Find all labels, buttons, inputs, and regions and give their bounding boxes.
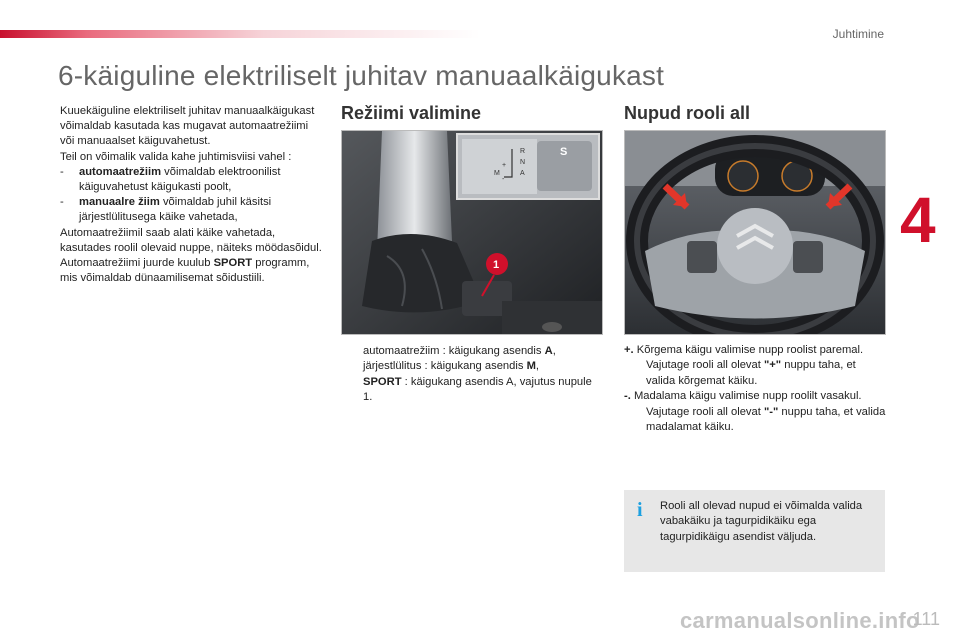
text-run: : käigukang asendis A, vajutus nupule 1. bbox=[363, 375, 592, 404]
bullet-icon bbox=[341, 375, 363, 406]
text-run: Vajutage rooli all olevat bbox=[646, 405, 764, 418]
intro-text bbox=[60, 104, 322, 286]
watermark: carmanualsonline.info bbox=[680, 608, 920, 633]
text-run: Vajutage rooli all olevat bbox=[646, 359, 764, 372]
mode-list bbox=[341, 344, 603, 406]
list-item bbox=[60, 165, 322, 195]
gate-label: N bbox=[520, 159, 526, 166]
intro-paragraph: Automaatrežiimil saab alati käike vahetada, kasutades roolil olevaid nuppe, näiteks möödasõidul. bbox=[60, 226, 322, 254]
chapter-number: 4 bbox=[900, 184, 936, 256]
gear-lever-photo bbox=[341, 130, 603, 335]
plus-paddle-text bbox=[624, 343, 886, 358]
text-run: nuppu taha, et valida madalamat käiku. bbox=[646, 405, 886, 434]
text-run: järjestlülitus : käigukang asendis bbox=[363, 360, 527, 373]
info-box bbox=[624, 490, 885, 572]
intro-paragraph: Kuuekäiguline elektriliselt juhitav manuaalkäigukast võimaldab kasutada kas mugavat automaatrežiimi või manuaalset käiguvahetust. bbox=[60, 105, 315, 148]
gate-label: - bbox=[502, 176, 505, 183]
steering-buttons-heading: Nupud rooli all bbox=[624, 103, 750, 123]
text-run: , bbox=[552, 345, 556, 357]
page-number: 111 bbox=[912, 609, 940, 629]
intro-paragraph bbox=[60, 256, 322, 286]
text-run: , bbox=[535, 360, 539, 373]
dash-bullet: - bbox=[60, 196, 64, 209]
text-run: automaatrežiim : käigukang asendis bbox=[363, 345, 545, 357]
mode-name: manuaalre žiim bbox=[79, 196, 160, 209]
paddle-description bbox=[624, 343, 886, 435]
bullet-icon bbox=[624, 405, 646, 436]
gate-label: A bbox=[520, 170, 525, 177]
mode-description: võimaldab elektroonilist käiguvahetust käigukasti poolt, bbox=[79, 165, 281, 194]
dash-bullet: - bbox=[60, 165, 64, 178]
gate-label: M bbox=[494, 170, 500, 177]
bullet-icon bbox=[624, 358, 646, 389]
plus-symbol: "+" bbox=[763, 359, 782, 372]
minus-symbol: "-" bbox=[763, 405, 779, 418]
list-item bbox=[341, 359, 603, 374]
sport-button-label: S bbox=[560, 146, 568, 158]
text-run: Kõrgema käigu valimise nupp roolist paremal. bbox=[633, 344, 864, 356]
sport-label: SPORT bbox=[213, 257, 253, 270]
intro-paragraph: Teil on võimalik valida kahe juhtimisviisi vahel : bbox=[60, 150, 292, 163]
gate-label: R bbox=[520, 148, 526, 155]
minus-label: -. bbox=[624, 390, 631, 403]
minus-paddle-text bbox=[624, 389, 886, 404]
mode-selection-heading: Režiimi valimine bbox=[341, 103, 482, 123]
text-run: programm, mis võimaldab dünaamilisemat sõidustiili. bbox=[60, 257, 310, 285]
sport-label: SPORT bbox=[363, 375, 402, 388]
text-run: Automaatrežiimi juurde kuulub bbox=[60, 257, 214, 270]
steering-wheel-photo bbox=[624, 130, 886, 335]
bullet-icon bbox=[341, 359, 363, 374]
header-accent-bar bbox=[0, 30, 480, 38]
page-title: 6-käiguline elektriliselt juhitav manuaalkäigukast bbox=[58, 60, 665, 91]
text-run: Madalama käigu valimise nupp roolilt vasakul. bbox=[630, 390, 862, 403]
list-item bbox=[624, 358, 886, 389]
bullet-icon bbox=[341, 344, 363, 359]
plus-label: +. bbox=[624, 344, 634, 356]
info-text: Rooli all olevad nupud ei võimalda valida vabakäiku ja tagurpidikäiku ega tagurpidikäigu asendist väljuda. bbox=[660, 500, 863, 543]
callout-number: 1 bbox=[493, 259, 500, 271]
position-label: M bbox=[526, 360, 536, 373]
list-item bbox=[624, 405, 886, 436]
mode-description: võimaldab juhil käsitsi järjestlülitusega käike vahetada, bbox=[79, 196, 272, 224]
mode-name: automaatrežiim bbox=[79, 165, 162, 178]
position-label: A bbox=[544, 345, 553, 357]
list-item bbox=[341, 344, 603, 359]
info-icon: i bbox=[637, 499, 643, 521]
text-run: nuppu taha, et valida kõrgemat käiku. bbox=[646, 359, 856, 387]
section-label: Juhtimine bbox=[832, 27, 884, 41]
list-item bbox=[60, 195, 322, 225]
list-item bbox=[341, 375, 603, 406]
gate-label: + bbox=[502, 162, 507, 169]
